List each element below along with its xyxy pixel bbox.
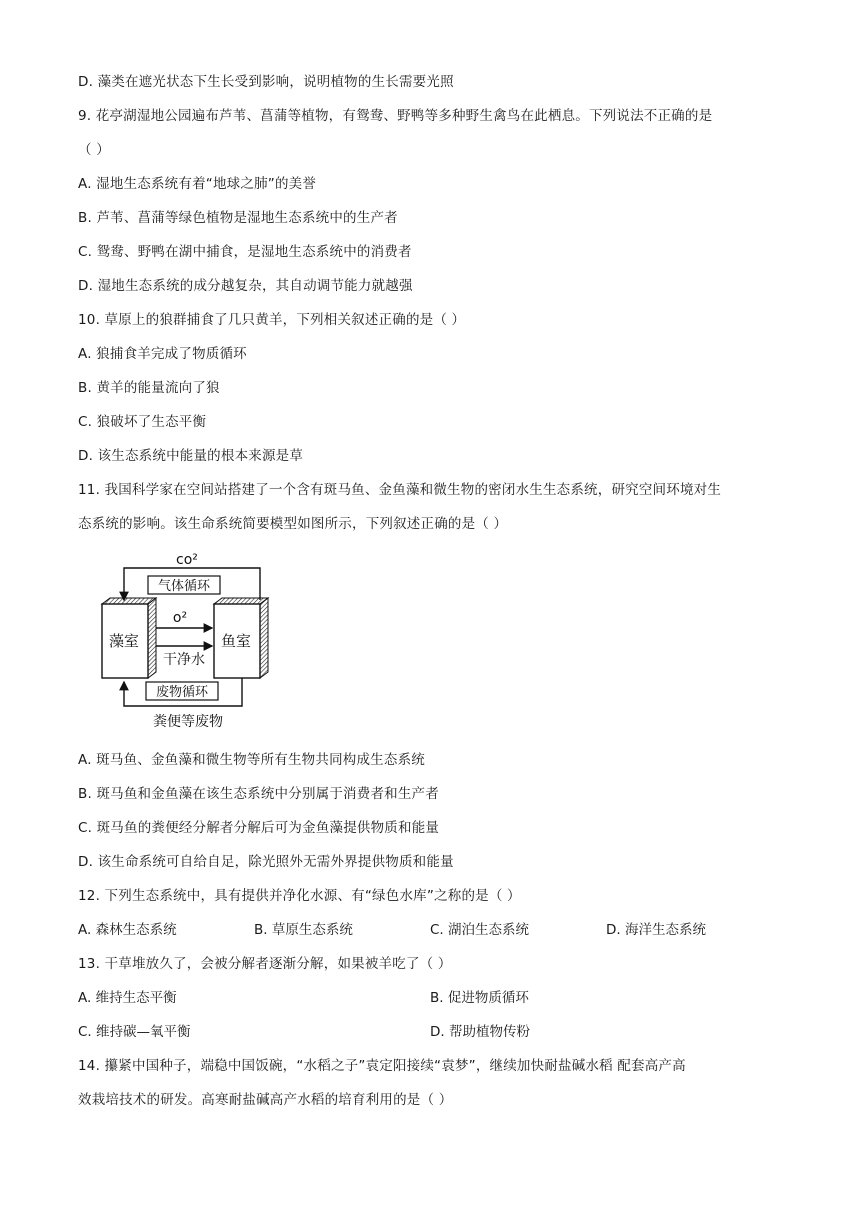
q10-option-a: A. 狼捕食羊完成了物质循环 xyxy=(78,346,247,362)
q10-stem: 10. 草原上的狼群捕食了几只黄羊，下列相关叙述正确的是（ ） xyxy=(78,312,466,328)
q11-stem-line2: 态系统的影响。该生命系统简要模型如图所示，下列叙述正确的是（ ） xyxy=(78,516,508,532)
q9-option-a: A. 湿地生态系统有着“地球之肺”的美誉 xyxy=(78,176,317,192)
q9-option-d: D. 湿地生态系统的成分越复杂，其自动调节能力就越强 xyxy=(78,278,413,294)
q12-option-d: D. 海洋生态系统 xyxy=(606,922,706,938)
ecosystem-model-diagram xyxy=(92,544,282,734)
q13-option-a: A. 维持生态平衡 xyxy=(78,990,177,1006)
q11-option-b: B. 斑马鱼和金鱼藻在该生态系统中分别属于消费者和生产者 xyxy=(78,786,439,802)
q13-option-d: D. 帮助植物传粉 xyxy=(430,1024,530,1040)
waste-cycle-label: 废物循环 xyxy=(155,685,209,700)
q9-stem-line2: （ ） xyxy=(78,142,110,158)
o2-label: o² xyxy=(172,610,188,626)
clean-water-label: 干净水 xyxy=(163,652,205,668)
q12-option-b: B. 草原生态系统 xyxy=(254,922,353,938)
q14-stem-line2: 效栽培技术的研发。高寒耐盐碱高产水稻的培育利用的是（ ） xyxy=(78,1092,453,1108)
q9-stem-line1: 9. 花亭湖湿地公园遍布芦苇、菖蒲等植物，有鸳鸯、野鸭等多种野生禽鸟在此栖息。下列说法不正确的是 xyxy=(78,108,713,124)
fish-room-label: 鱼室 xyxy=(220,632,252,650)
algae-room-label: 藻室 xyxy=(108,632,140,650)
q10-option-d: D. 该生态系统中能量的根本来源是草 xyxy=(78,448,304,464)
q12-stem: 12. 下列生态系统中，具有提供并净化水源、有“绿色水库”之称的是（ ） xyxy=(78,888,521,904)
q9-option-b: B. 芦苇、菖蒲等绿色植物是湿地生态系统中的生产者 xyxy=(78,210,398,226)
q11-option-a: A. 斑马鱼、金鱼藻和微生物等所有生物共同构成生态系统 xyxy=(78,752,425,768)
q14-stem-line1: 14. 攥紧中国种子，端稳中国饭碗，“水稻之子”袁定阳接续“袁梦”，继续加快耐盐碱水稻 配套高产高 xyxy=(78,1058,686,1074)
co2-label: co² xyxy=(176,552,198,568)
q13-option-b: B. 促进物质循环 xyxy=(430,990,529,1006)
q11-option-d: D. 该生命系统可自给自足，除光照外无需外界提供物质和能量 xyxy=(78,854,454,870)
q12-option-c: C. 湖泊生态系统 xyxy=(430,922,530,938)
gas-cycle-label: 气体循环 xyxy=(157,579,211,594)
q13-option-c: C. 维持碳—氧平衡 xyxy=(78,1024,191,1040)
q10-option-b: B. 黄羊的能量流向了狼 xyxy=(78,380,220,396)
q13-stem: 13. 干草堆放久了，会被分解者逐渐分解，如果被羊吃了（ ） xyxy=(78,956,452,972)
q11-option-c: C. 斑马鱼的粪便经分解者分解后可为金鱼藻提供物质和能量 xyxy=(78,820,440,836)
q12-option-a: A. 森林生态系统 xyxy=(78,922,177,938)
feces-label: 粪便等废物 xyxy=(153,714,223,730)
q8-option-d: D. 藻类在遮光状态下生长受到影响，说明植物的生长需要光照 xyxy=(78,74,454,90)
q10-option-c: C. 狼破坏了生态平衡 xyxy=(78,414,207,430)
q11-stem-line1: 11. 我国科学家在空间站搭建了一个含有斑马鱼、金鱼藻和微生物的密闭水生生态系统，研究空间环境对生 xyxy=(78,482,722,498)
q9-option-c: C. 鸳鸯、野鸭在湖中捕食，是湿地生态系统中的消费者 xyxy=(78,244,412,260)
